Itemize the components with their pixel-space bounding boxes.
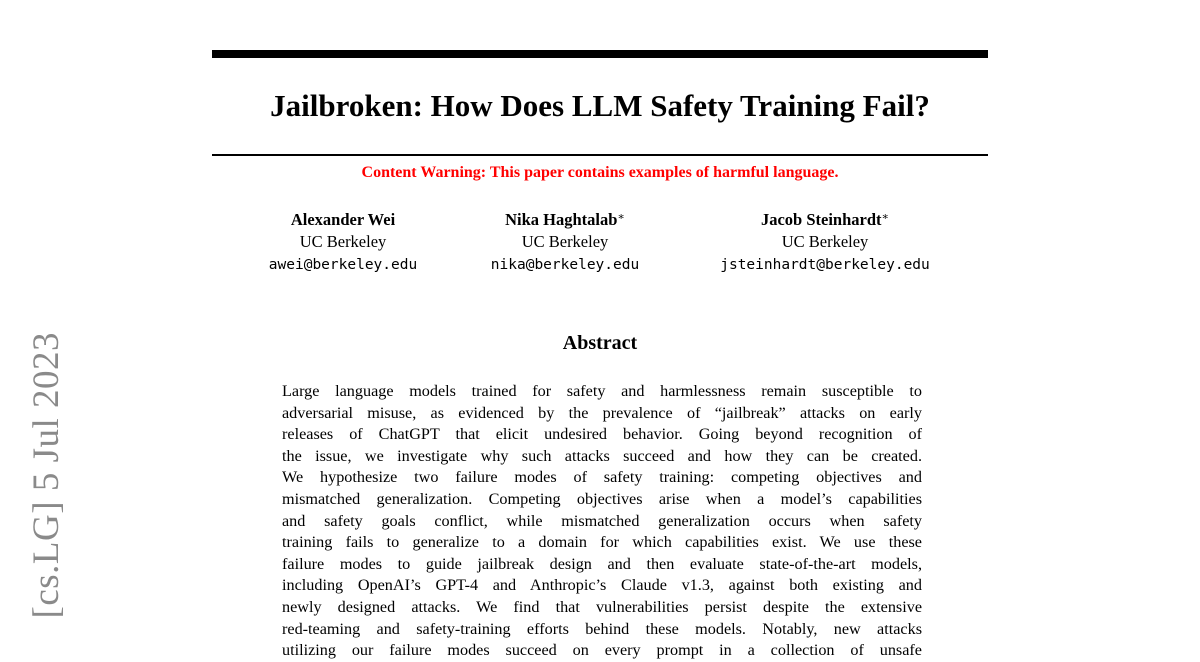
author-email[interactable]: nika@berkeley.edu: [490, 257, 640, 273]
title-bottom-rule: [212, 154, 988, 156]
abstract-line: We hypothesize two failure modes of safety training: competing objectives and: [282, 468, 922, 487]
author-3: [720, 209, 930, 278]
abstract-line: training fails to generalize to a domain for which capabilities exist. We use these: [282, 533, 922, 552]
author-1: [269, 209, 417, 278]
author-block: [0, 209, 1200, 279]
arxiv-stamp-text: [cs.LG] 5 Jul 2023: [26, 332, 67, 619]
abstract-line: adversarial misuse, as evidenced by the prevalence of “jailbreak” attacks on early: [282, 403, 922, 422]
abstract-body: [282, 381, 922, 662]
abstract-line: the issue, we investigate why such attacks succeed and how they can be created.: [282, 446, 922, 465]
title-top-rule: [212, 50, 988, 58]
abstract-line: newly designed attacks. We find that vulnerabilities persist despite the extensive: [282, 597, 922, 616]
paper-title: Jailbroken: How Does LLM Safety Training Fail?: [270, 88, 930, 123]
abstract-line: red-teaming and safety-training efforts behind these models. Notably, new attacks: [282, 619, 922, 638]
abstract-line: Large language models trained for safety and harmlessness remain susceptible to: [282, 382, 922, 400]
abstract-line: failure modes to guide jailbreak design and then evaluate state-of-the-art models,: [282, 554, 922, 573]
content-warning: Content Warning: This paper contains examples of harmful language.: [361, 164, 839, 181]
author-name: Nika Haghtalab∗: [505, 210, 625, 229]
author-affiliation: UC Berkeley: [781, 232, 869, 251]
abstract-line: and safety goals conflict, while mismatched generalization occurs when safety: [282, 511, 922, 530]
author-name: Jacob Steinhardt∗: [760, 210, 890, 229]
author-email[interactable]: awei@berkeley.edu: [268, 257, 418, 273]
abstract-heading: Abstract: [562, 332, 638, 354]
abstract-line: including OpenAI’s GPT-4 and Anthropic’s Claude v1.3, against both existing and: [282, 576, 922, 595]
author-email[interactable]: jsteinhardt@berkeley.edu: [720, 257, 930, 273]
author-affiliation: UC Berkeley: [521, 232, 609, 251]
author-2: [491, 209, 639, 278]
author-name: Alexander Wei: [290, 210, 396, 229]
author-affiliation: UC Berkeley: [299, 232, 387, 251]
abstract-line: releases of ChatGPT that elicit undesired behavior. Going beyond recognition of: [282, 425, 922, 444]
abstract-line: mismatched generalization. Competing objectives arise when a model’s capabilities: [282, 489, 922, 508]
abstract-line: utilizing our failure modes succeed on every prompt in a collection of unsafe: [282, 641, 922, 660]
